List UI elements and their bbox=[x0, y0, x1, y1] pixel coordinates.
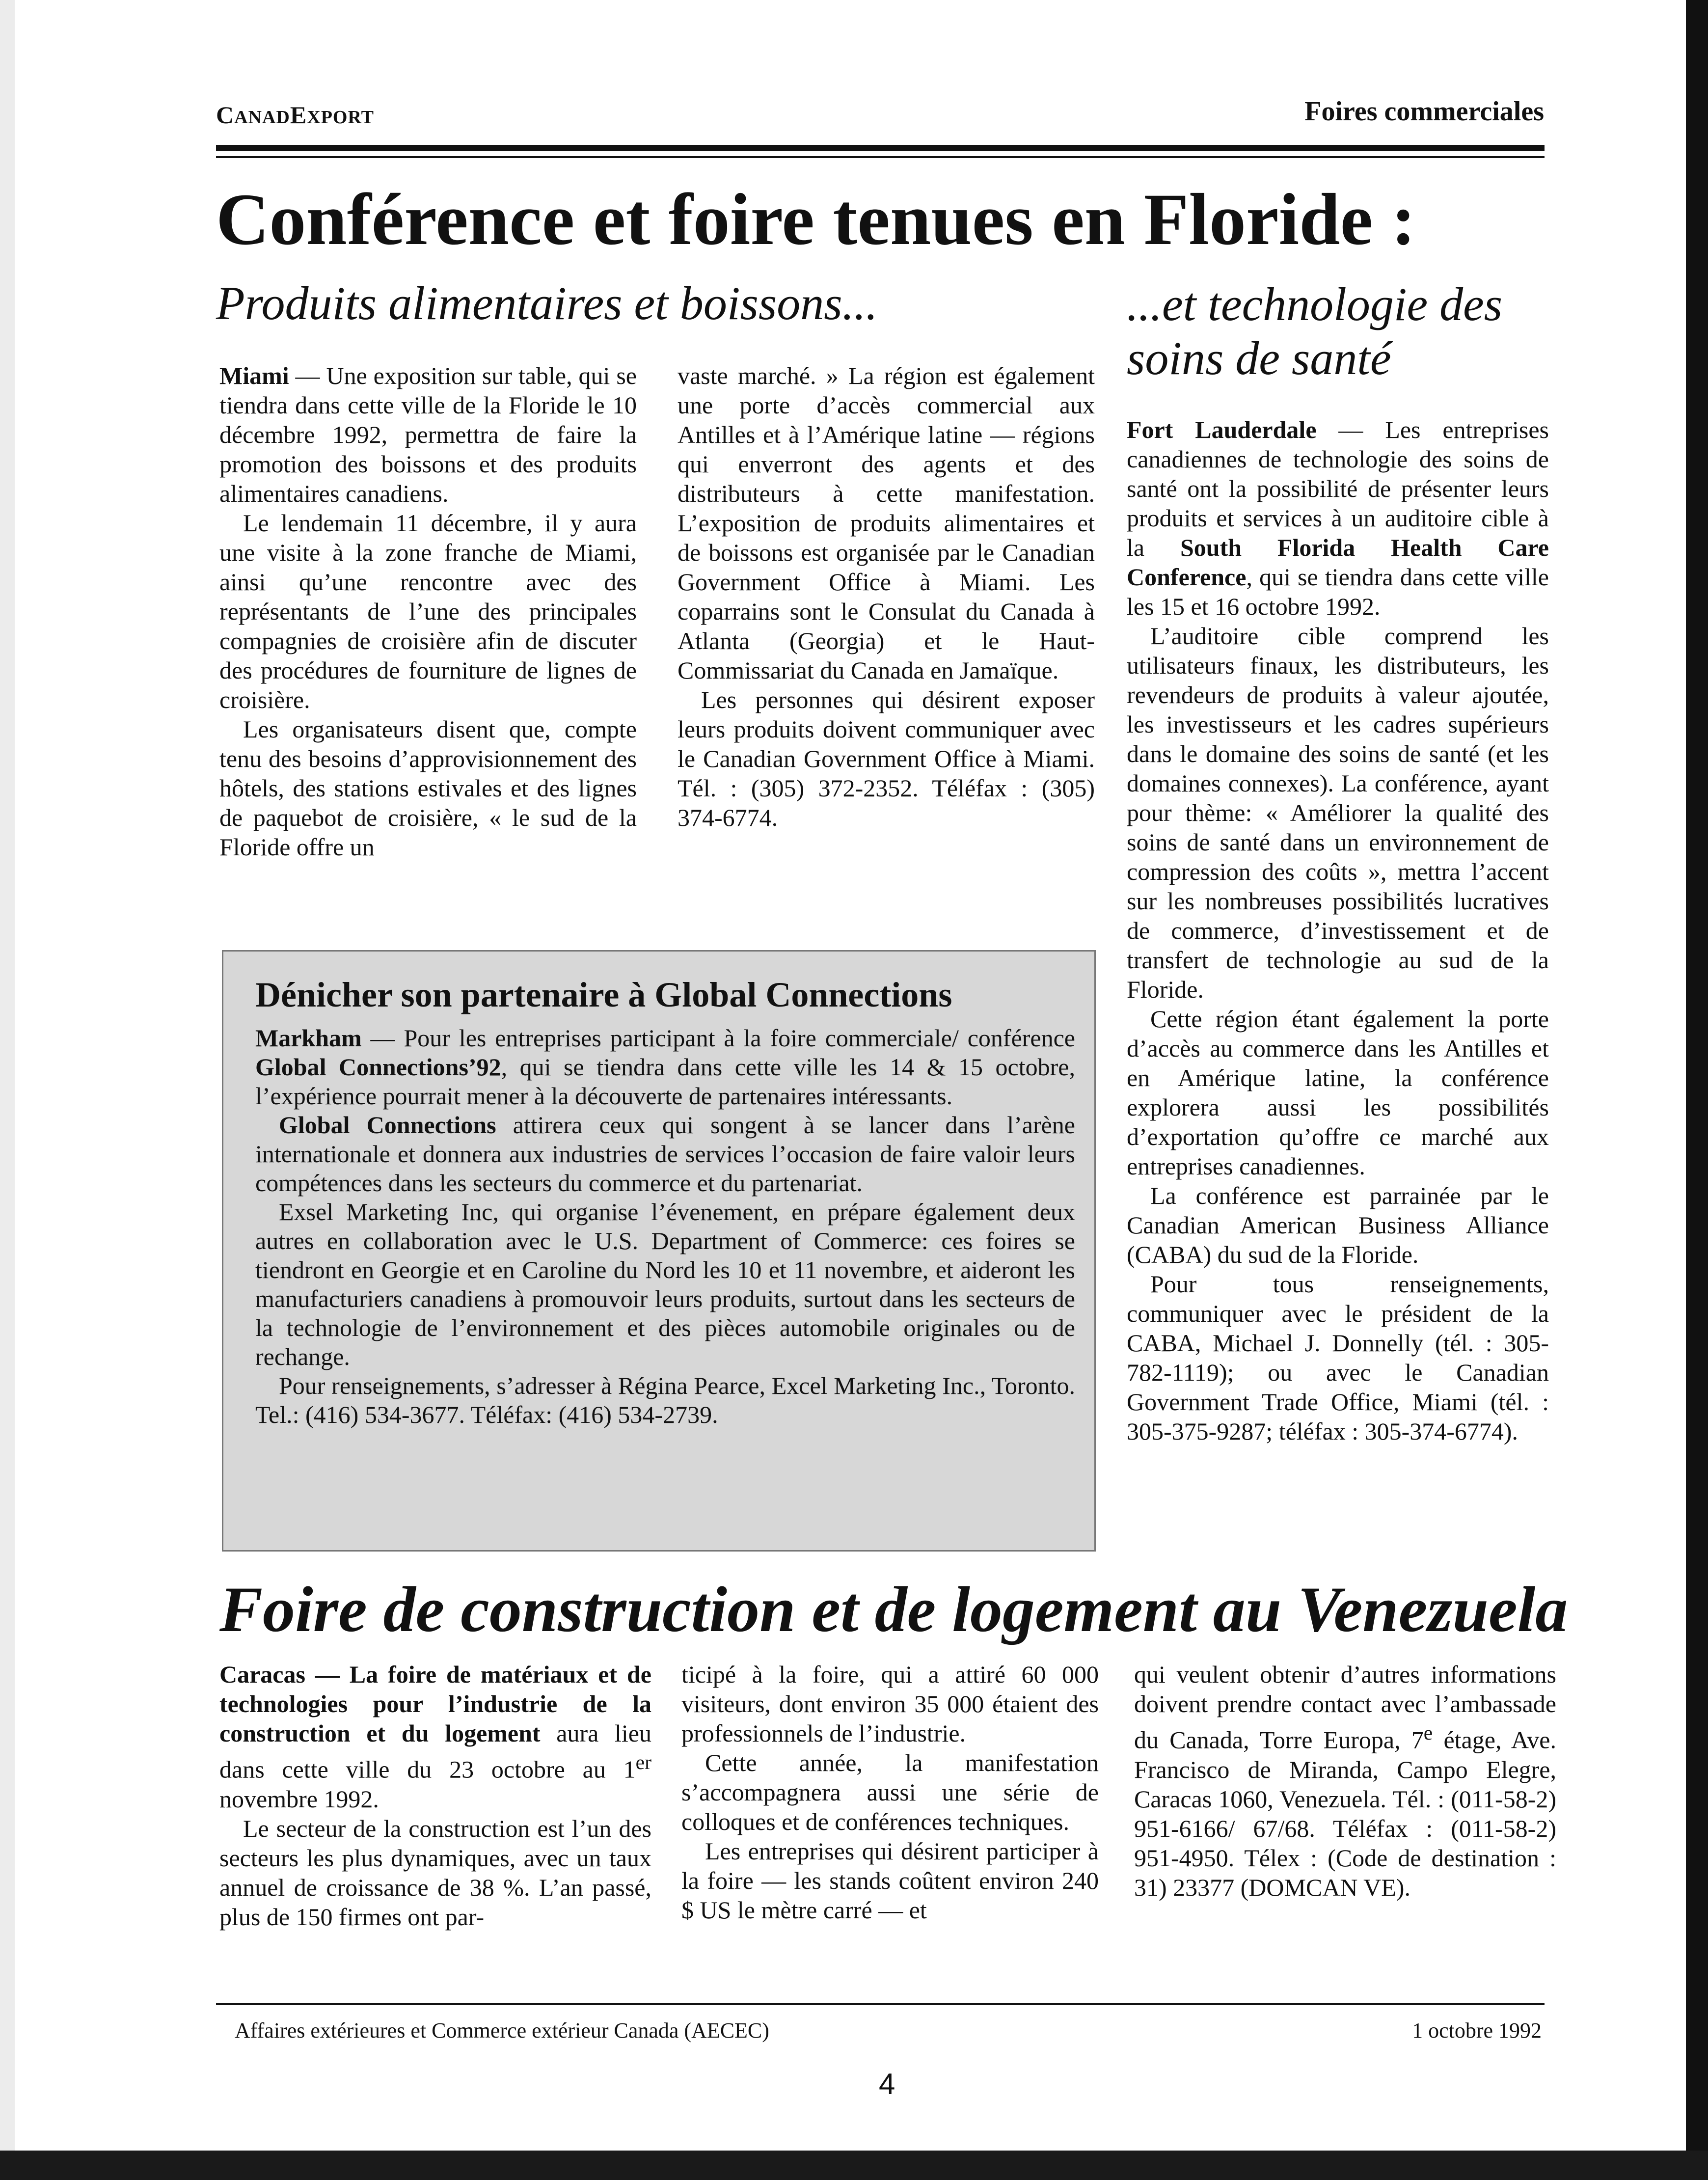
paragraph: Le lendemain 11 décembre, il y aura une visite à la zone franche de Miami, ainsi qu’une rencontre avec des représentants de l’une des principales compagnies de croisière afin de discuter des procédures de fourniture de lignes de croisière. bbox=[219, 509, 637, 713]
headline-florida: Conférence et foire tenues en Floride : bbox=[216, 179, 1416, 260]
section-title: Foires commerciales bbox=[1304, 96, 1544, 127]
footer-date: 1 octobre 1992 bbox=[1412, 2018, 1542, 2043]
dateline: Fort Lauderdale bbox=[1127, 416, 1317, 443]
article-miami-col1: Miami — Une exposition sur table, qui se tiendra dans cette ville de la Floride le 10 décembre 1992, permettra de faire la promotion des boissons et des produits alimentaires canadiens. Le lendemain 11 décembre, il y aura une visite à la zone franche de Miami, ainsi qu’une rencontre avec des représentants de l’une des principales compagnies de croisière afin de discuter des procédures de fourniture de lignes de croisière. Les organisateurs disent que, compte tenu des besoins d’approvisionnement des hôtels, des stations estivales et des lignes de paquebot de croisière, « le sud de la Floride offre un bbox=[219, 362, 637, 861]
subhead-health: ...et technologie des soins de santé bbox=[1127, 278, 1503, 385]
dateline: Markham bbox=[255, 1024, 362, 1052]
paragraph: Les personnes qui désirent exposer leurs produits doivent communiquer avec le Canadian Government Office à Miami. Tél. : (305) 372-2352. Téléfax : (305) 374-6774. bbox=[678, 686, 1095, 831]
paragraph: ticipé à la foire, qui a attiré 60 000 visiteurs, dont environ 35 000 étaient des professionnels de l’industrie. bbox=[681, 1661, 1099, 1747]
box-headline: Dénicher son partenaire à Global Connections bbox=[255, 975, 952, 1014]
publication-name: CANADEXPORT bbox=[216, 101, 374, 129]
paragraph: vaste marché. » La région est également une porte d’accès commercial aux Antilles et à l’Amérique latine — régions qui enverront des agents et des distributeurs à cette manifestation. L’exposition de produits alimentaires et de boissons est organisée par le Canadian Government Office à Miami. Les coparrains sont le Consulat du Canada à Atlanta (Georgia) et le Haut-Commissariat du Canada en Jamaïque. bbox=[678, 362, 1095, 684]
footer-rule bbox=[216, 2003, 1545, 2005]
paragraph: L’auditoire cible comprend les utilisateurs finaux, les distributeurs, les revendeurs de produits à valeur ajoutée, les investisseurs et les cadres supérieurs dans le domaine des soins de santé (et les domaines connexes). La conférence, ayant pour thème: « Améliorer la qualité des soins de santé dans un environnement de compression des coûts », mettra l’accent sur les nombreuses possibilités lucratives de commerce, d’investissement et de transfert de technologie au sud de la Floride. bbox=[1127, 622, 1549, 1003]
paragraph: Les organisateurs disent que, compte tenu des besoins d’approvisionnement des hôtels, des stations estivales et des lignes de paquebot de croisière, « le sud de la Floride offre un bbox=[219, 715, 637, 861]
paragraph: Pour renseignements, s’adresser à Régina Pearce, Excel Marketing Inc., Toronto. Tel.: (416) 534-3677. Téléfax: (416) 534-2739. bbox=[255, 1372, 1075, 1428]
box-body: Markham — Pour les entreprises participant à la foire commerciale/ conférence Global Connections’92, qui se tiendra dans cette ville les 14 & 15 octobre, l’expérience pourrait mener à la découverte de partenaires intéressants. Global Connections attirera ceux qui songent à se lancer dans l’arène internationale et donnera aux industries de services l’occasion de faire valoir leurs compétences dans les secteurs du commerce et du partenariat. Exsel Marketing Inc, qui organise l’évenement, en prépare également deux autres en collaboration avec le U.S. Department of Commerce: ces foires se tiendront en Georgie et en Caroline du Nord les 10 et 11 novembre, et aideront les manufacturiers canadiens à promouvoir leurs produits, surtout dans les secteurs de la technologie de l’environnement et des pièces automobile originales ou de rechange. Pour renseignements, s’adresser à Régina Pearce, Excel Marketing Inc., Toronto. Tel.: (416) 534-3677. Téléfax: (416) 534-2739. bbox=[255, 1024, 1075, 1428]
footer-publisher: Affaires extérieures et Commerce extérieur Canada (AECEC) bbox=[235, 2018, 769, 2043]
paragraph: Les entreprises qui désirent participer à la foire — les stands coûtent environ 240 $ US le mètre carré — et bbox=[681, 1837, 1099, 1924]
article-venezuela-col3: qui veulent obtenir d’autres informations doivent prendre contact avec l’ambassade du Canada, Torre Europa, 7e étage, Ave. Francisco de Miranda, Campo Elegre, Caracas 1060, Venezuela. Tél. : (011-58-2) 951-6166/ 67/68. Téléfax : (011-58-2) 951-4950. Télex : (Code de destination : 31) 23377 (DOMCAN VE). bbox=[1134, 1661, 1556, 1901]
paragraph: Cette année, la manifestation s’accompagnera aussi une série de colloques et de conférences techniques. bbox=[681, 1749, 1099, 1835]
page-number: 4 bbox=[879, 2068, 895, 2100]
paragraph: La conférence est parrainée par le Canadian American Business Alliance (CABA) du sud de la Floride. bbox=[1127, 1182, 1549, 1268]
scan-edge-right bbox=[1686, 0, 1708, 2180]
article-venezuela-col1: Caracas — La foire de matériaux et de technologies pour l’industrie de la construction et du logement aura lieu dans cette ville du 23 octobre au 1er novembre 1992. Le secteur de la construction est l’un des secteurs les plus dynamiques, avec un taux annuel de croissance de 38 %. L’an passé, plus de 150 firmes ont par- bbox=[219, 1661, 651, 1931]
paragraph: Le secteur de la construction est l’un des secteurs les plus dynamiques, avec un taux annuel de croissance de 38 %. L’an passé, plus de 150 firmes ont par- bbox=[219, 1814, 651, 1931]
scan-edge-left bbox=[0, 0, 15, 2180]
header-rule bbox=[216, 145, 1545, 151]
article-venezuela-col2 bbox=[681, 1660, 1099, 1925]
header-rule-thin bbox=[216, 156, 1545, 158]
headline-venezuela: Foire de construction et de logement au Venezuela bbox=[219, 1573, 1568, 1645]
paragraph: Pour tous renseignements, communiquer avec le président de la CABA, Michael J. Donnelly (tél. : 305-782-1119); ou avec le Canadian Government Trade Office, Miami (tél. : 305-375-9287; téléfax : 305-374-6774). bbox=[1127, 1270, 1549, 1445]
paragraph: Cette région étant également la porte d’accès au commerce dans les Antilles et en Amérique latine, la conférence explorera aussi les possibilités d’exportation qu’offre ce marché aux entreprises canadiennes. bbox=[1127, 1005, 1549, 1180]
subhead-food: Produits alimentaires et boissons... bbox=[216, 277, 878, 329]
article-fort-lauderdale: Fort Lauderdale — Les entreprises canadiennes de technologie des soins de santé ont la possibilité de présenter leurs produits et services à un auditoire cible à la South Florida Health Care Conference, qui se tiendra dans cette ville les 15 et 16 octobre 1992. L’auditoire cible comprend les utilisateurs finaux, les distributeurs, les revendeurs de produits à valeur ajoutée, les investisseurs et les cadres supérieurs dans le domaine des soins de santé (et les domaines connexes). La conférence, ayant pour thème: « Améliorer la qualité des soins de santé dans un environnement de compression des coûts », mettra l’accent sur les nombreuses possibilités lucratives de commerce, d’investissement et de transfert de technologie au sud de la Floride. Cette région étant également la porte d’accès au commerce dans les Antilles et en Amérique latine, la conférence explorera aussi les possibilités d’exportation qu’offre ce marché aux entreprises canadiennes. La conférence est parrainée par le Canadian American Business Alliance (CABA) du sud de la Floride. Pour tous renseignements, communiquer avec le président de la CABA, Michael J. Donnelly (tél. : 305-782-1119); ou avec le Canadian Government Trade Office, Miami (tél. : 305-375-9287; téléfax : 305-374-6774). bbox=[1127, 416, 1549, 1445]
dateline: Miami bbox=[219, 362, 289, 389]
article-miami-col2 bbox=[678, 361, 1095, 832]
scan-edge-bottom bbox=[0, 2151, 1708, 2180]
paragraph: Exsel Marketing Inc, qui organise l’évenement, en prépare également deux autres en collaboration avec le U.S. Department of Commerce: ces foires se tiendront en Georgie et en Caroline du Nord les 10 et 11 novembre, et aideront les manufacturiers canadiens à promouvoir leurs produits, surtout dans les secteurs de la technologie de l’environnement et des pièces automobile originales ou de rechange. bbox=[255, 1198, 1075, 1370]
